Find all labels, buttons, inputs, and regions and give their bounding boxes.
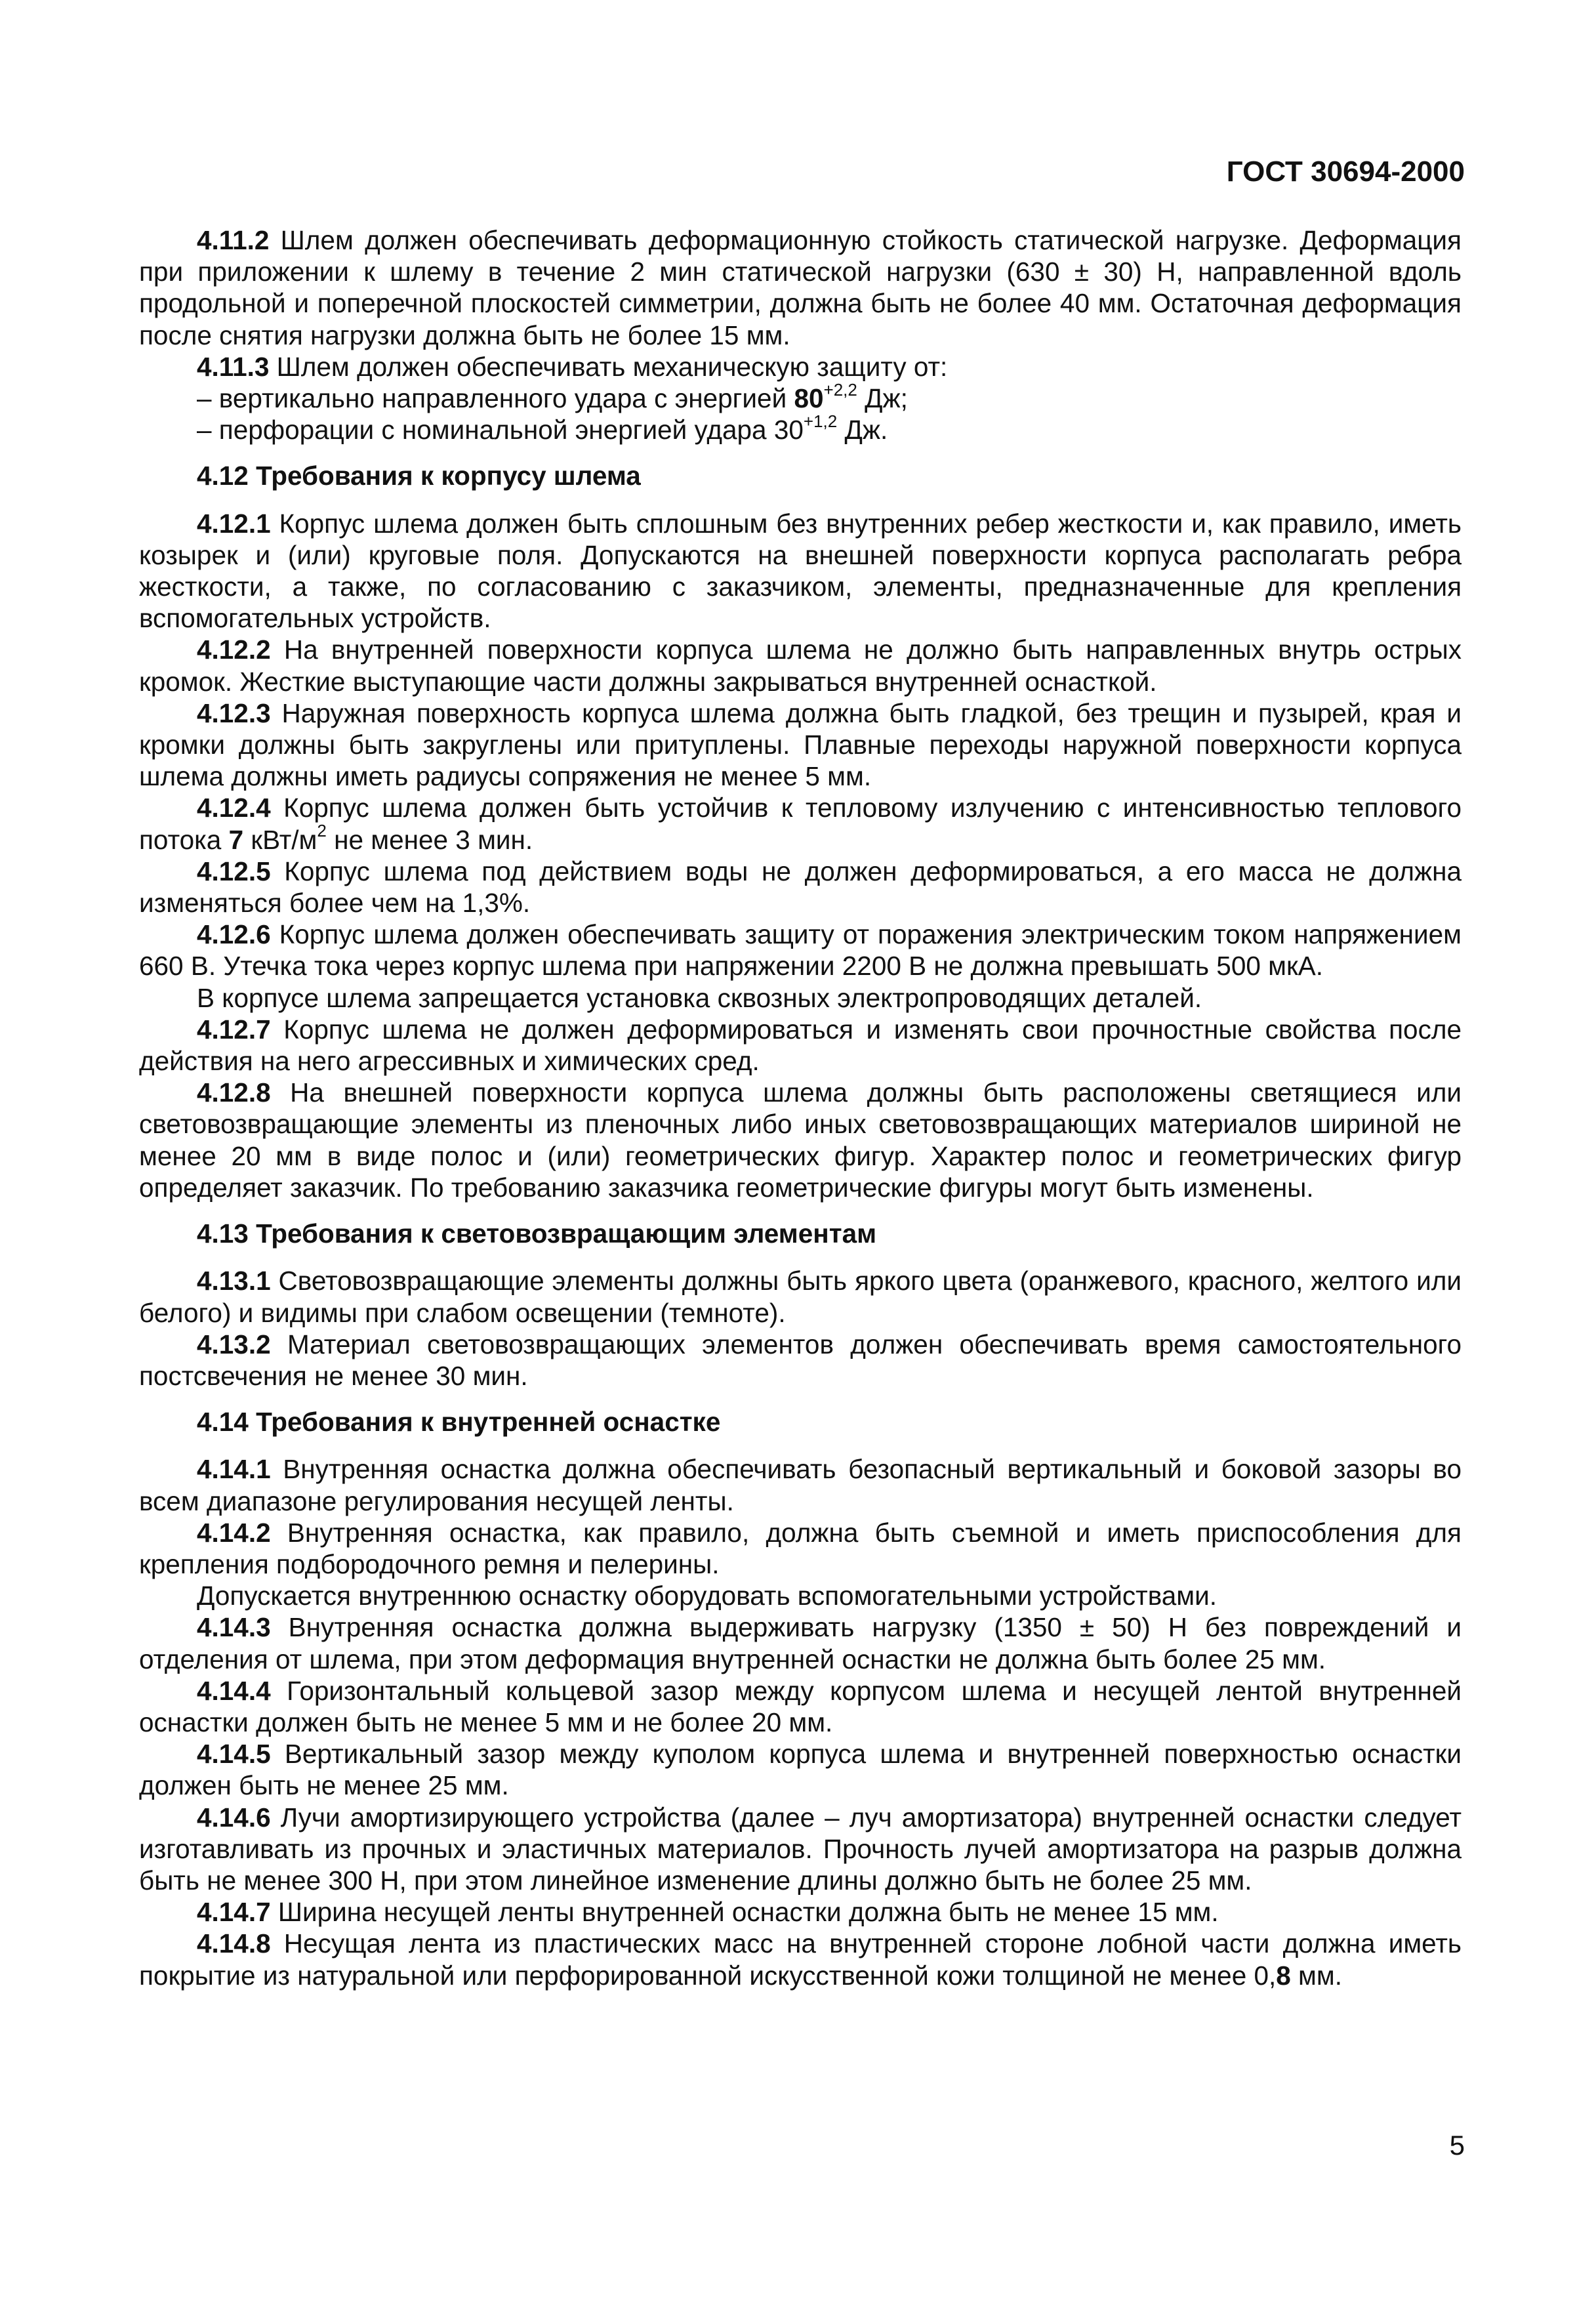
clause-4-11-3 <box>139 351 1462 383</box>
clause-4-13-1: 4.13.1 Световозвращающие элементы должны быть яркого цвета (оранжевого, красного, желтого или белого) и видимы при слабом освещении (темноте). <box>139 1266 1462 1328</box>
clause-4-12-2: 4.12.2 На внутренней поверхности корпуса шлема не должно быть направленных внутрь острых кромок. Жесткие выступающие части должны закрываться внутренней оснасткой. <box>139 634 1462 697</box>
clause-4-14-3: 4.14.3 Внутренняя оснастка должна выдерживать нагрузку (1350 ± 50) Н без повреждений и отделения от шлема, при этом деформация внутренней оснастки не должна быть более 25 мм. <box>139 1612 1462 1674</box>
list-item-perforation: – перфорации с номинальной энергией удара $30^{+1,2}$ Дж. <box>197 411 888 446</box>
clause-4-12-5: 4.12.5 Корпус шлема под действием воды не должен деформироваться, а его масса не должна изменяться более чем на 1,3%. <box>139 856 1462 919</box>
clause-text: Шлем должен обеспечивать деформационную стойкость статической нагрузке. Деформация при приложении к шлему в течение 2 мин статической нагрузки (630 ± 30) Н, направленной вдоль продольной и поперечной плоскостей симметрии, должна быть не более 40 мм. Остаточная деформация после снятия нагрузки должна быть не более 15 мм. <box>139 225 1462 350</box>
section-heading-4-14: 4.14 Требования к внутренней оснастке <box>197 1407 721 1438</box>
clause-4-12-6: 4.12.6 Корпус шлема должен обеспечивать защиту от поражения электрическим током напряжением 660 В. Утечка тока через корпус шлема при напряжении 2200 В не должна превышать 500 мкА. <box>139 919 1462 982</box>
clause-4-14-2-note: Допускается внутреннюю оснастку оборудовать вспомогательными устройствами. <box>197 1581 1217 1611</box>
list-item-impact: – вертикально направленного удара с энергией $80^{+2,2}$ Дж; <box>197 379 908 414</box>
clause-4-11-2 <box>139 224 1462 351</box>
clause-4-14-7: 4.14.7 Ширина несущей ленты внутренней оснастки должна быть не менее 15 мм. <box>197 1897 1219 1928</box>
page-number: 5 <box>1449 2130 1465 2161</box>
clause-4-12-3: 4.12.3 Наружная поверхность корпуса шлема должна быть гладкой, без трещин и пузырей, края и кромки должны быть закруглены или притуплены. Плавные переходы наружной поверхности корпуса шлема должны иметь радиусы сопряжения не менее 5 мм. <box>139 697 1462 792</box>
clause-4-12-4: 4.12.4 Корпус шлема должен быть устойчив к тепловому излучению с интенсивностью теплового потока 7 кВт/$м^2$ не менее 3 мин. <box>139 793 1462 855</box>
clause-4-14-2: 4.14.2 Внутренняя оснастка, как правило, должна быть съемной и иметь приспособления для крепления подбородочного ремня и пелерины. <box>139 1517 1462 1579</box>
clause-4-14-8: 4.14.8 Несущая лента из пластических масс на внутренней стороне лобной части должна иметь покрытие из натуральной или перфорированной искусственной кожи толщиной не менее 0,8 мм. <box>139 1928 1462 1991</box>
clause-4-12-1: 4.12.1 Корпус шлема должен быть сплошным без внутренних ребер жесткости и, как правило, иметь козырек и (или) круговые поля. Допускаются на внешней поверхности корпуса располагать ребра жесткости, а также, по согласованию с заказчиком, элементы, предназначенные для крепления вспомогательных устройств. <box>139 508 1462 634</box>
clause-text: Шлем должен обеспечивать механическую защиту от: <box>269 351 948 382</box>
standard-code: ГОСТ 30694-2000 <box>1226 155 1465 188</box>
clause-4-14-4: 4.14.4 Горизонтальный кольцевой зазор между корпусом шлема и несущей лентой внутренней оснастки должен быть не менее 5 мм и не более 20 мм. <box>139 1675 1462 1737</box>
clause-4-14-1: 4.14.1 Внутренняя оснастка должна обеспечивать безопасный вертикальный и боковой зазоры во всем диапазоне регулирования несущей ленты. <box>139 1454 1462 1516</box>
clause-4-12-7: 4.12.7 Корпус шлема не должен деформироваться и изменять свои прочностные свойства после действия на него агрессивных и химических сред. <box>139 1014 1462 1077</box>
section-heading-4-13: 4.13 Требования к световозвращающим элементам <box>197 1218 877 1249</box>
section-heading-4-12: 4.12 Требования к корпусу шлема <box>197 461 641 491</box>
clause-4-14-6: 4.14.6 Лучи амортизирующего устройства (далее – луч амортизатора) внутренней оснастки следует изготавливать из прочных и эластичных материалов. Прочность лучей амортизатора на разрыв должна быть не менее 300 Н, при этом линейное изменение длины должно быть не более 25 мм. <box>139 1802 1462 1896</box>
clause-4-12-8: 4.12.8 На внешней поверхности корпуса шлема должны быть расположены светящиеся или световозвращающие элементы из пленочных либо иных световозвращающих материалов шириной не менее 20 мм в виде полос и (или) геометрических фигур. Характер полос и геометрических фигур определяет заказчик. По требованию заказчика геометрические фигуры могут быть изменены. <box>139 1077 1462 1203</box>
clause-4-12-6-note: В корпусе шлема запрещается установка сквозных электропроводящих деталей. <box>197 982 1202 1013</box>
clause-4-14-5: 4.14.5 Вертикальный зазор между куполом корпуса шлема и внутренней поверхностью оснастки должен быть не менее 25 мм. <box>139 1739 1462 1801</box>
clause-4-13-2: 4.13.2 Материал световозвращающих элементов должен обеспечивать время самостоятельного постсвечения не менее 30 мин. <box>139 1329 1462 1391</box>
document-body <box>139 224 1462 1991</box>
clause-number: 4.11.2 <box>197 225 270 255</box>
clause-number: 4.11.3 <box>197 351 270 382</box>
